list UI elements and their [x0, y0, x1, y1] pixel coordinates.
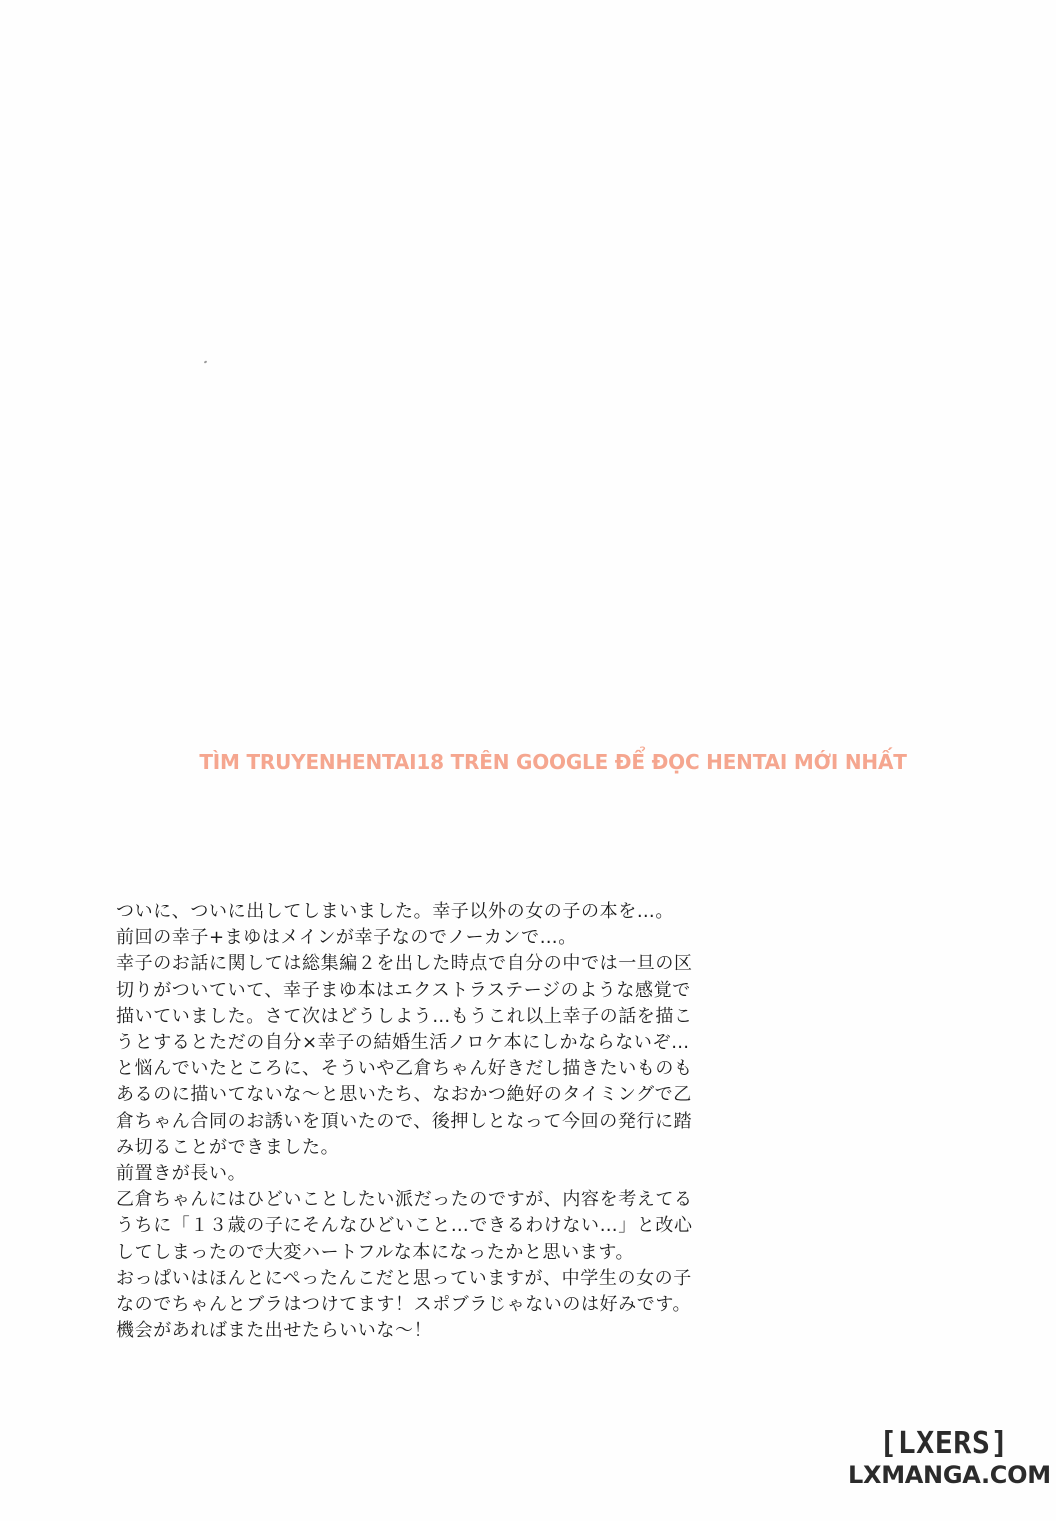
afterword-text	[116, 899, 946, 1344]
afterword-line: なのでちゃんとブラはつけてます！スポブラじゃないのは好みです。	[116, 1294, 692, 1316]
afterword-line: 切りがついていて、幸子まゆ本はエクストラステージのような感覚で	[116, 979, 691, 1001]
afterword-line: おっぱいはほんとにぺったんこだと思っていますが、中学生の女の子	[116, 1267, 692, 1289]
paper-speck	[204, 360, 208, 363]
afterword-line: と悩んでいたところに、そういや乙倉ちゃん好きだし描きたいものも	[116, 1058, 693, 1080]
afterword-line: 前回の幸子+まゆはメインが幸子なのでノーカンで…。	[116, 927, 577, 949]
afterword-line: 倉ちゃん合同のお誘いを頂いたので、後押しとなって今回の発行に踏	[116, 1110, 693, 1132]
afterword-line: あるのに描いてないな～と思いたち、なおかつ絶好のタイミングで乙	[116, 1084, 692, 1106]
logo-bracket-text: [LXERS]	[879, 1426, 1009, 1461]
afterword-line: 描いていました。さて次はどうしよう…もうこれ以上幸子の話を描こ	[116, 1005, 693, 1027]
logo-site-text: LXMANGA.COM	[848, 1461, 1051, 1489]
afterword-line: 乙倉ちゃんにはひどいことしたい派だったのですが、内容を考えてる	[116, 1189, 693, 1211]
watermark-banner: TÌM TRUYENHENTAI18 TRÊN GOOGLE ĐỂ ĐỌC HENTAI MỚI NHẤT	[199, 750, 907, 774]
afterword-line: してしまったので大変ハートフルな本になったかと思います。	[116, 1241, 635, 1263]
site-logo	[848, 1426, 1051, 1489]
afterword-line: 機会があればまた出せたらいいな～！	[116, 1320, 433, 1342]
afterword-line: ついに、ついに出してしまいました。幸子以外の女の子の本を…。	[116, 901, 674, 922]
afterword-line: 幸子のお話に関しては総集編２を出した時点で自分の中では一旦の区	[116, 953, 693, 975]
afterword-line: うちに「１３歳の子にそんなひどいこと…できるわけない…」と改心	[116, 1215, 693, 1237]
afterword-line: 前置きが長い。	[116, 1163, 247, 1185]
afterword-line: うとするとただの自分×幸子の結婚生活ノロケ本にしかならないぞ…	[116, 1032, 690, 1054]
afterword-line: み切ることができました。	[116, 1136, 340, 1158]
